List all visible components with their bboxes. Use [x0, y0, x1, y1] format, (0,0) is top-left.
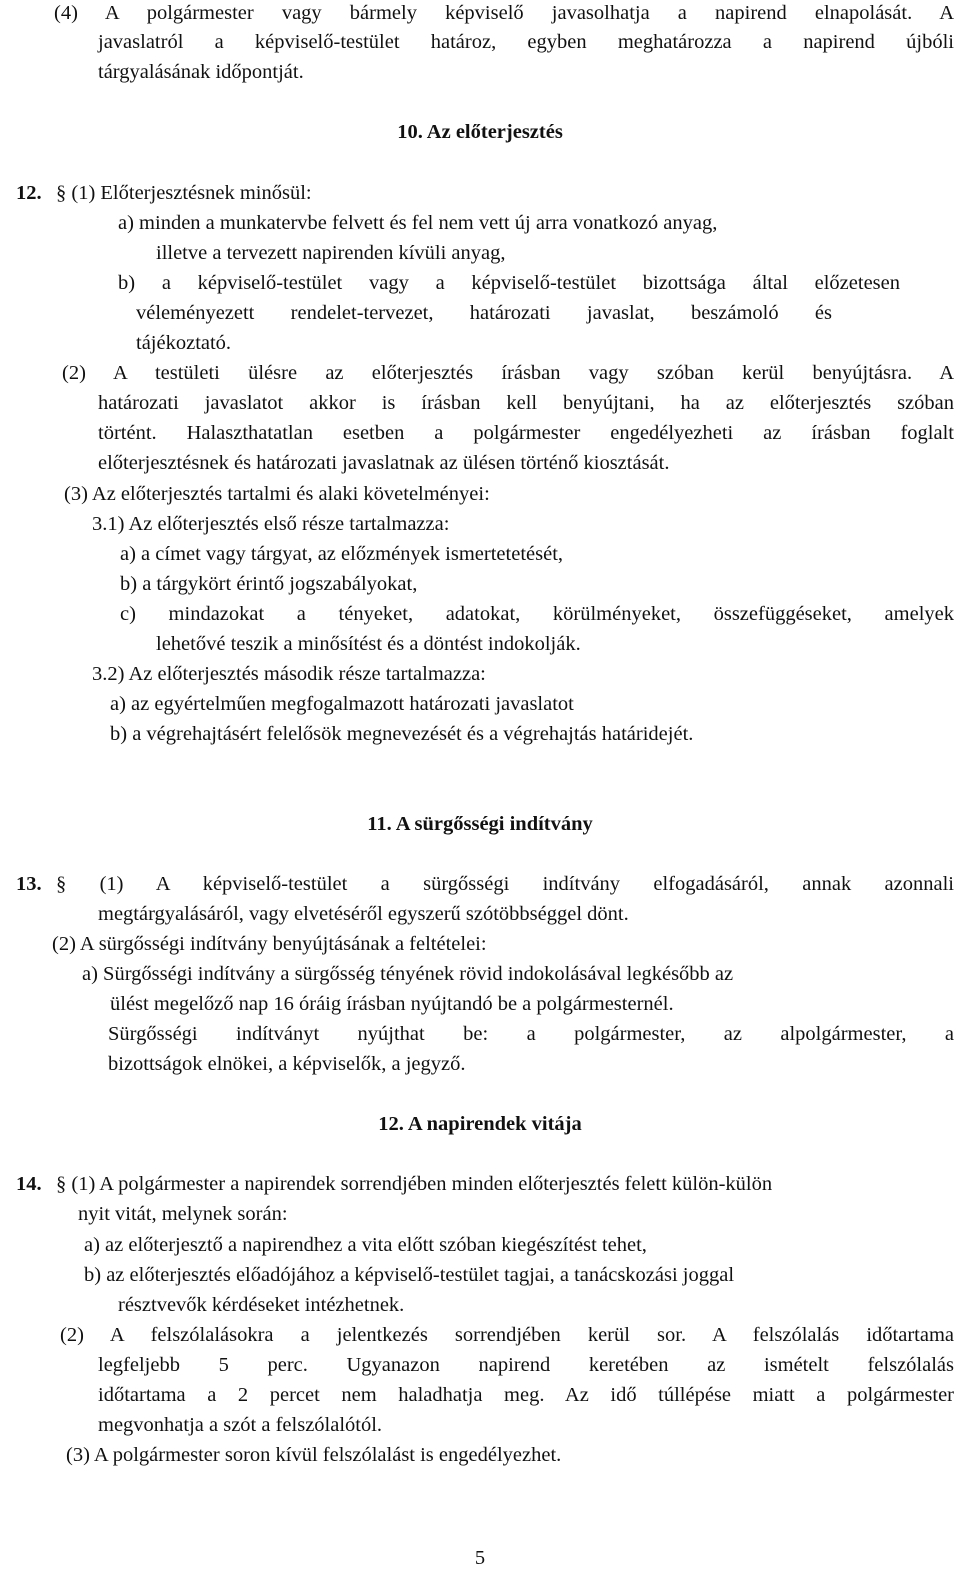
section-12-line-1: § (1) Előterjesztésnek minősül: — [56, 182, 312, 204]
section-14-para-2-line-4: megvonhatja a szót a felszólalótól. — [98, 1414, 383, 1436]
section-12-item-b-2: véleményezett rendelet-tervezet, határozati javaslat, beszámoló és — [136, 302, 832, 324]
section-13-line-1: § (1) A képviselő-testület a sürgősségi indítvány elfogadásáról, annak azonnali — [56, 873, 954, 895]
section-12-para-3: (3) Az előterjesztés tartalmi és alaki követelményei: — [64, 483, 490, 505]
section-14-line-1: § (1) A polgármester a napirendek sorrendjében minden előterjesztés felett külön-külön — [56, 1173, 773, 1195]
section-13-item-a-1: a) Sürgősségi indítvány a sürgősség tényének rövid indokolásával legkésőbb az — [82, 963, 734, 985]
section-13-item-a-4: bizottságok elnökei, a képviselők, a jegyző. — [108, 1053, 466, 1075]
section-12-para-2-line-4: előterjesztésnek és határozati javaslatnak az ülésen történő kiosztását. — [98, 452, 670, 474]
heading-12: 12. A napirendek vitája — [378, 1113, 582, 1135]
section-12-para-2-line-1: (2) A testületi ülésre az előterjesztés írásban vagy szóban kerül benyújtásra. A — [62, 362, 954, 384]
section-12-para-2-line-3: történt. Halaszthatatlan esetben a polgármester engedélyezheti az írásban foglalt — [98, 422, 954, 444]
section-13-number: 13. — [16, 873, 42, 895]
section-14-line-2: nyit vitát, melynek során: — [78, 1203, 288, 1225]
section-14-number: 14. — [16, 1173, 42, 1195]
section-12-para-3-1-c-2: lehetővé teszik a minősítést és a döntést indokolják. — [156, 633, 581, 655]
section-14-para-3: (3) A polgármester soron kívül felszólalást is engedélyezhet. — [66, 1444, 562, 1466]
heading-10: 10. Az előterjesztés — [397, 121, 563, 143]
section-13-item-a-2: ülést megelőző nap 16 óráig írásban nyújtandó be a polgármesternél. — [110, 993, 674, 1015]
section-14-para-2-line-3: időtartama a 2 percet nem haladhatja meg. Az idő túllépése miatt a polgármester — [98, 1384, 954, 1406]
para-4-line-2: javaslatról a képviselő-testület határoz, egyben meghatározza a napirend újbóli — [98, 31, 954, 53]
section-14-item-b-1: b) az előterjesztés előadójához a képviselő-testület tagjai, a tanácskozási joggal — [84, 1264, 735, 1286]
section-12-para-3-2-b: b) a végrehajtásért felelősök megnevezését és a végrehajtás határidejét. — [110, 723, 694, 745]
section-13-para-2: (2) A sürgősségi indítvány benyújtásának a feltételei: — [52, 933, 487, 955]
section-12-item-b-3: tájékoztató. — [136, 332, 232, 354]
section-12-para-3-1-c-1: c) mindazokat a tényeket, adatokat, körülményeket, összefüggéseket, amelyek — [120, 603, 954, 625]
section-12-para-3-1-b: b) a tárgykört érintő jogszabályokat, — [120, 573, 418, 595]
section-12-item-a-2: illetve a tervezett napirenden kívüli anyag, — [156, 242, 506, 264]
section-14-item-b-2: résztvevők kérdéseket intézhetnek. — [118, 1294, 405, 1316]
section-12-para-2-line-2: határozati javaslatot akkor is írásban kell benyújtani, ha az előterjesztés szóban — [98, 392, 954, 414]
section-12-para-3-1: 3.1) Az előterjesztés első része tartalmazza: — [92, 513, 450, 535]
section-14-para-2-line-1: (2) A felszólalásokra a jelentkezés sorrendjében kerül sor. A felszólalás időtartama — [60, 1324, 954, 1346]
section-12-item-a-1: a) minden a munkatervbe felvett és fel nem vett új arra vonatkozó anyag, — [118, 212, 718, 234]
section-13-item-a-3: Sürgősségi indítványt nyújthat be: a polgármester, az alpolgármester, a — [108, 1023, 954, 1045]
para-4-line-1: (4) A polgármester vagy bármely képviselő javasolhatja a napirend elnapolását. A — [54, 2, 954, 24]
section-14-para-2-line-2: legfeljebb 5 perc. Ugyanazon napirend keretében az ismételt felszólalás — [98, 1354, 954, 1376]
section-13-line-2: megtárgyalásáról, vagy elvetéséről egyszerű szótöbbséggel dönt. — [98, 903, 629, 925]
page-number: 5 — [474, 1547, 486, 1569]
section-12-para-3-2: 3.2) Az előterjesztés második része tartalmazza: — [92, 663, 486, 685]
section-12-para-3-2-a: a) az egyértelműen megfogalmazott határozati javaslatot — [110, 693, 574, 715]
heading-11: 11. A sürgősségi indítvány — [367, 813, 593, 835]
section-14-item-a: a) az előterjesztő a napirendhez a vita előtt szóban kiegészítést tehet, — [84, 1234, 647, 1256]
section-12-para-3-1-a: a) a címet vagy tárgyat, az előzmények ismertetetését, — [120, 543, 564, 565]
para-4-line-3: tárgyalásának időpontját. — [98, 61, 304, 83]
section-12-number: 12. — [16, 182, 42, 204]
section-12-item-b-1: b) a képviselő-testület vagy a képviselő-testület bizottsága által előzetesen — [118, 272, 900, 294]
